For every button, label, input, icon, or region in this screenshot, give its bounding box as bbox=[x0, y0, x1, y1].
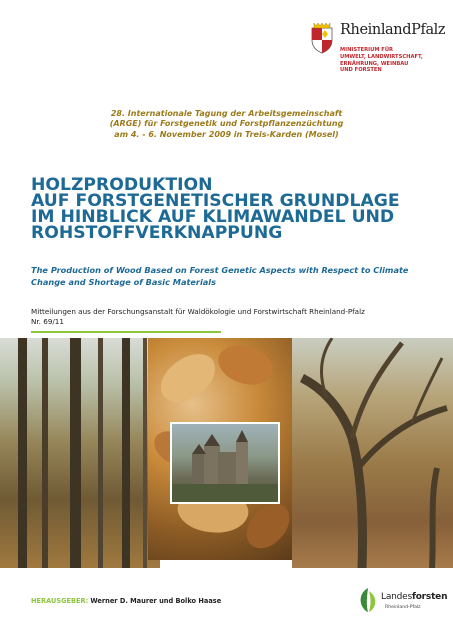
title-line: AUF FORSTGENETISCHER GRUNDLAGE bbox=[31, 191, 400, 211]
editors-line bbox=[31, 597, 221, 605]
conference-line: am 4. - 6. November 2009 in Treis-Karden (Mosel) bbox=[114, 129, 339, 139]
series-number: Nr. 69/11 bbox=[31, 317, 64, 326]
castle-photo bbox=[170, 422, 280, 504]
state-coat-of-arms-logo bbox=[308, 22, 336, 54]
conference-info bbox=[0, 109, 453, 140]
editors-label: HERAUSGEBER: bbox=[31, 597, 89, 605]
landesforsten-wordmark bbox=[381, 592, 447, 602]
conference-line: (ARGE) für Forstgenetik und Forstpflanzenzüchtung bbox=[109, 119, 344, 129]
ministry-name bbox=[340, 47, 450, 74]
title-line: IM HINBLICK AUF KLIMAWANDEL UND bbox=[31, 207, 395, 227]
english-subtitle bbox=[31, 265, 431, 288]
publication-series bbox=[31, 307, 365, 327]
green-divider bbox=[31, 331, 221, 333]
ministry-line: MINISTERIUM FÜR bbox=[340, 47, 394, 53]
landesforsten-logo-icon bbox=[356, 587, 380, 613]
tree-branches-icon bbox=[292, 338, 453, 568]
forest-photo-left bbox=[0, 338, 160, 568]
title-line: ROHSTOFFVERKNAPPUNG bbox=[31, 223, 283, 243]
castle-icon bbox=[172, 424, 278, 502]
ministry-line: UMWELT, LANDWIRTSCHAFT, bbox=[340, 53, 423, 60]
landesforsten-wordmark-regular: Landes bbox=[381, 592, 412, 602]
forest-photo-right bbox=[292, 338, 453, 568]
state-brand-wordmark: RheinlandPfalz bbox=[340, 22, 446, 38]
landesforsten-wordmark-bold: forsten bbox=[411, 592, 448, 602]
ministry-line: ERNÄHRUNG, WEINBAU bbox=[340, 60, 409, 67]
document-title bbox=[31, 177, 451, 241]
subtitle-line: The Production of Wood Based on Forest Genetic Aspects with Respect to Climate bbox=[31, 265, 409, 275]
subtitle-line: Change and Shortage of Basic Materials bbox=[31, 276, 216, 287]
ministry-line: UND FORSTEN bbox=[340, 67, 382, 74]
editors-names: Werner D. Maurer und Bolko Haase bbox=[90, 597, 222, 605]
title-line: HOLZPRODUKTION bbox=[31, 175, 213, 195]
conference-line: 28. Internationale Tagung der Arbeitsgemeinschaft bbox=[110, 109, 343, 118]
landesforsten-region: Rheinland-Pfalz bbox=[385, 605, 421, 610]
series-name: Mitteilungen aus der Forschungsanstalt für Waldökologie und Forstwirtschaft Rheinland-Pfalz bbox=[31, 307, 365, 316]
